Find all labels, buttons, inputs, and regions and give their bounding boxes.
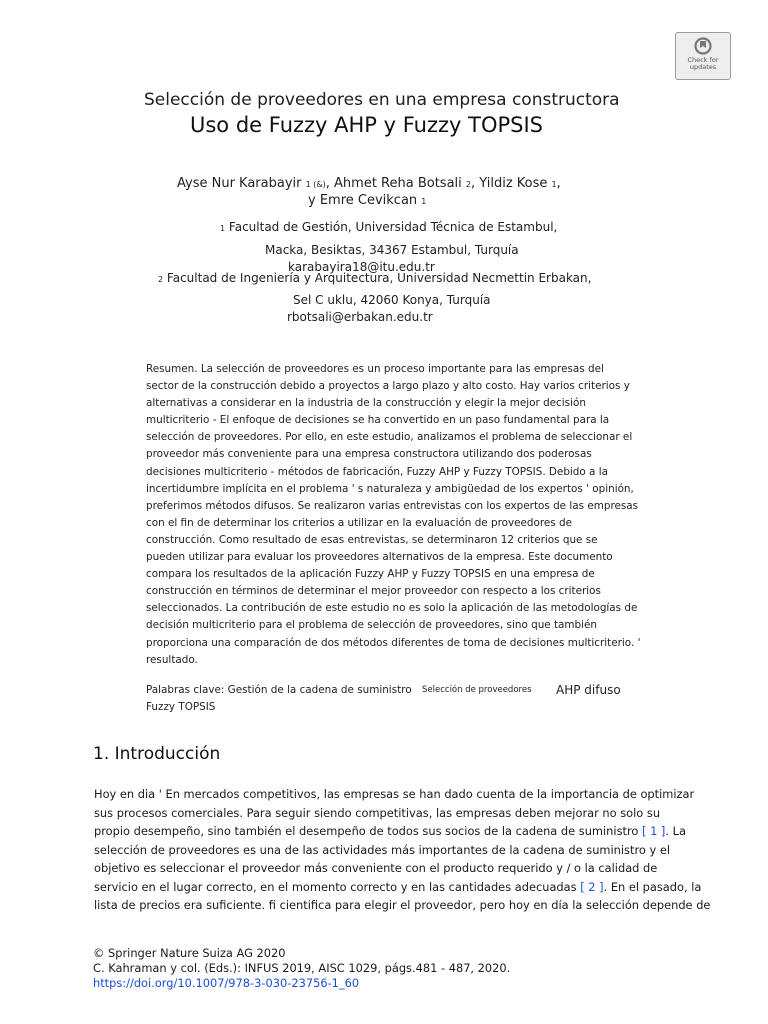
check-for-updates-icon xyxy=(694,37,712,55)
body-line: sus procesos comerciales. Para seguir siendo competitivas, las empresas deben mejorar no solo su xyxy=(94,805,661,820)
abstract-line: proveedor más conveniente para una empresa constructora utilizando dos poderosas xyxy=(146,448,592,461)
body-text: . La xyxy=(665,824,686,838)
introduction-body xyxy=(94,785,724,915)
affiliation-2-line-2: Sel C uklu, 42060 Konya, Turquía xyxy=(293,293,491,307)
badge-label xyxy=(676,57,730,71)
author-line-2 xyxy=(308,193,426,208)
abstract-line: sector de la construcción debido a proyectos a largo plazo y alto costo. Hay varios criterios y xyxy=(146,380,630,393)
abstract-line: decisión multicriterio para el problema de selección de proveedores, sino que también xyxy=(146,619,598,632)
abstract-line: con el fin de determinar los criterios a utilizar en la evaluación de proveedores de xyxy=(146,516,573,529)
abstract-line: compara los resultados de la aplicación Fuzzy AHP y Fuzzy TOPSIS en una empresa de xyxy=(146,568,595,581)
citation-link[interactable]: [ 1 ] xyxy=(642,824,666,838)
author-name: Ayse Nur Karabayir xyxy=(177,176,302,191)
keyword-item: AHP difuso xyxy=(556,683,621,697)
paper-title: Uso de Fuzzy AHP y Fuzzy TOPSIS xyxy=(190,113,544,137)
abstract-line: pueden utilizar para evaluar los proveedores alternativos de la empresa. Este documento xyxy=(146,551,613,564)
abstract-line: selección de proveedores. Por ello, en este estudio, analizamos el problema de seleccionar el xyxy=(146,431,633,444)
author-affiliation-mark: 2 xyxy=(465,180,472,189)
abstract-line: alternativas a considerar en la industria de la construcción y elegir la mejor decisión xyxy=(146,397,586,410)
copyright-notice: © Springer Nature Suiza AG 2020 xyxy=(93,946,286,960)
keyword-item: Fuzzy TOPSIS xyxy=(146,701,216,713)
abstract-line: Resumen. La selección de proveedores es un proceso importante para las empresas del xyxy=(146,363,604,375)
author-line-1 xyxy=(177,176,561,191)
page-footer xyxy=(93,946,510,991)
body-text: propio desempeño, sino también el desempeño de todos sus socios de la cadena de suministro xyxy=(94,824,639,838)
body-line: Hoy en dia ' En mercados competitivos, las empresas se han dado cuenta de la importancia de optimizar xyxy=(94,787,695,801)
affiliation-number: 1 xyxy=(220,224,226,233)
citation-info: C. Kahraman y col. (Eds.): INFUS 2019, AISC 1029, págs.481 - 487, 2020. xyxy=(93,961,511,975)
affiliation-1-email[interactable]: karabayira18@itu.edu.tr xyxy=(288,260,435,274)
body-text: servicio en el lugar correcto, en el momento correcto y en las cantidades adecuadas xyxy=(94,879,577,894)
citation-link[interactable]: [ 2 ] xyxy=(580,879,604,894)
doi-link[interactable]: https://doi.org/10.1007/978-3-030-23756-1_60 xyxy=(93,976,360,990)
paper-subtitle: Selección de proveedores en una empresa constructora xyxy=(144,90,620,110)
affiliation-text: Facultad de Ingeniería y Arquitectura, Universidad Necmettin Erbakan, xyxy=(166,271,592,285)
author-affiliation-mark: 1 (&) xyxy=(305,180,326,189)
badge-label-line1: Check for xyxy=(687,56,719,64)
abstract-line: construcción. Como resultado de esas entrevistas, se determinaron 12 criterios que se xyxy=(146,533,598,546)
section-heading: 1. Introducción xyxy=(93,744,221,764)
author-name: , Ahmet Reha Botsali xyxy=(325,176,462,191)
abstract-line: incertidumbre implícita en el problema ' s naturaleza y ambigüedad de los expertos ' opinión, xyxy=(146,482,634,495)
body-line xyxy=(94,878,724,897)
abstract-line: decisiones multicriterio - métodos de fabricación, Fuzzy AHP y Fuzzy TOPSIS. Debido a la xyxy=(146,465,608,478)
abstract-line: proporciona una comparación de dos métodos diferentes de toma de decisiones multicriterio. ' xyxy=(146,636,641,649)
body-line: objetivo es seleccionar el proveedor más conveniente con el producto requerido y / o la calidad de xyxy=(94,861,658,875)
abstract-line: multicriterio - El enfoque de decisiones se ha convertido en un paso fundamental para la xyxy=(146,414,610,427)
abstract-line: preferimos métodos difusos. Se realizaron varias entrevistas con los expertos de las empresas xyxy=(146,499,639,512)
abstract-line: construcción en términos de determinar el mejor proveedor con respecto a los criterios xyxy=(146,585,601,598)
abstract-line: seleccionados. La contribución de este estudio no es solo la aplicación de las metodologías de xyxy=(146,602,638,615)
abstract xyxy=(146,361,666,669)
affiliation-2-line-1 xyxy=(158,271,591,285)
body-text: . En el pasado, la xyxy=(603,879,702,894)
affiliation-text: Facultad de Gestión, Universidad Técnica de Estambul, xyxy=(228,220,558,234)
author-affiliation-mark: 1 xyxy=(551,180,557,189)
affiliation-1-line-2: Macka, Besiktas, 34367 Estambul, Turquía xyxy=(265,243,519,257)
body-line xyxy=(94,822,724,841)
keyword-item: Selección de proveedores xyxy=(422,685,532,695)
affiliation-1-line-1 xyxy=(220,220,557,234)
abstract-line: resultado. xyxy=(146,653,198,666)
author-name: y Emre Cevikcan xyxy=(308,193,418,208)
affiliation-number: 2 xyxy=(158,275,164,284)
keywords-label: Palabras clave: Gestión de la cadena de suministro xyxy=(146,684,412,696)
affiliation-2-email[interactable]: rbotsali@erbakan.edu.tr xyxy=(287,310,433,324)
check-for-updates-badge[interactable] xyxy=(675,32,731,80)
body-line: selección de proveedores es una de las actividades más importantes de la cadena de suministro y el xyxy=(94,842,671,857)
body-line: lista de precios era suficiente. fi cientifica para elegir el proveedor, pero hoy en día la selección depende de xyxy=(94,898,711,912)
author-affiliation-mark: 1 xyxy=(421,197,427,206)
author-separator: , xyxy=(556,176,561,191)
badge-label-line2: updates xyxy=(689,63,717,71)
author-name: , Yildiz Kose xyxy=(471,176,548,191)
